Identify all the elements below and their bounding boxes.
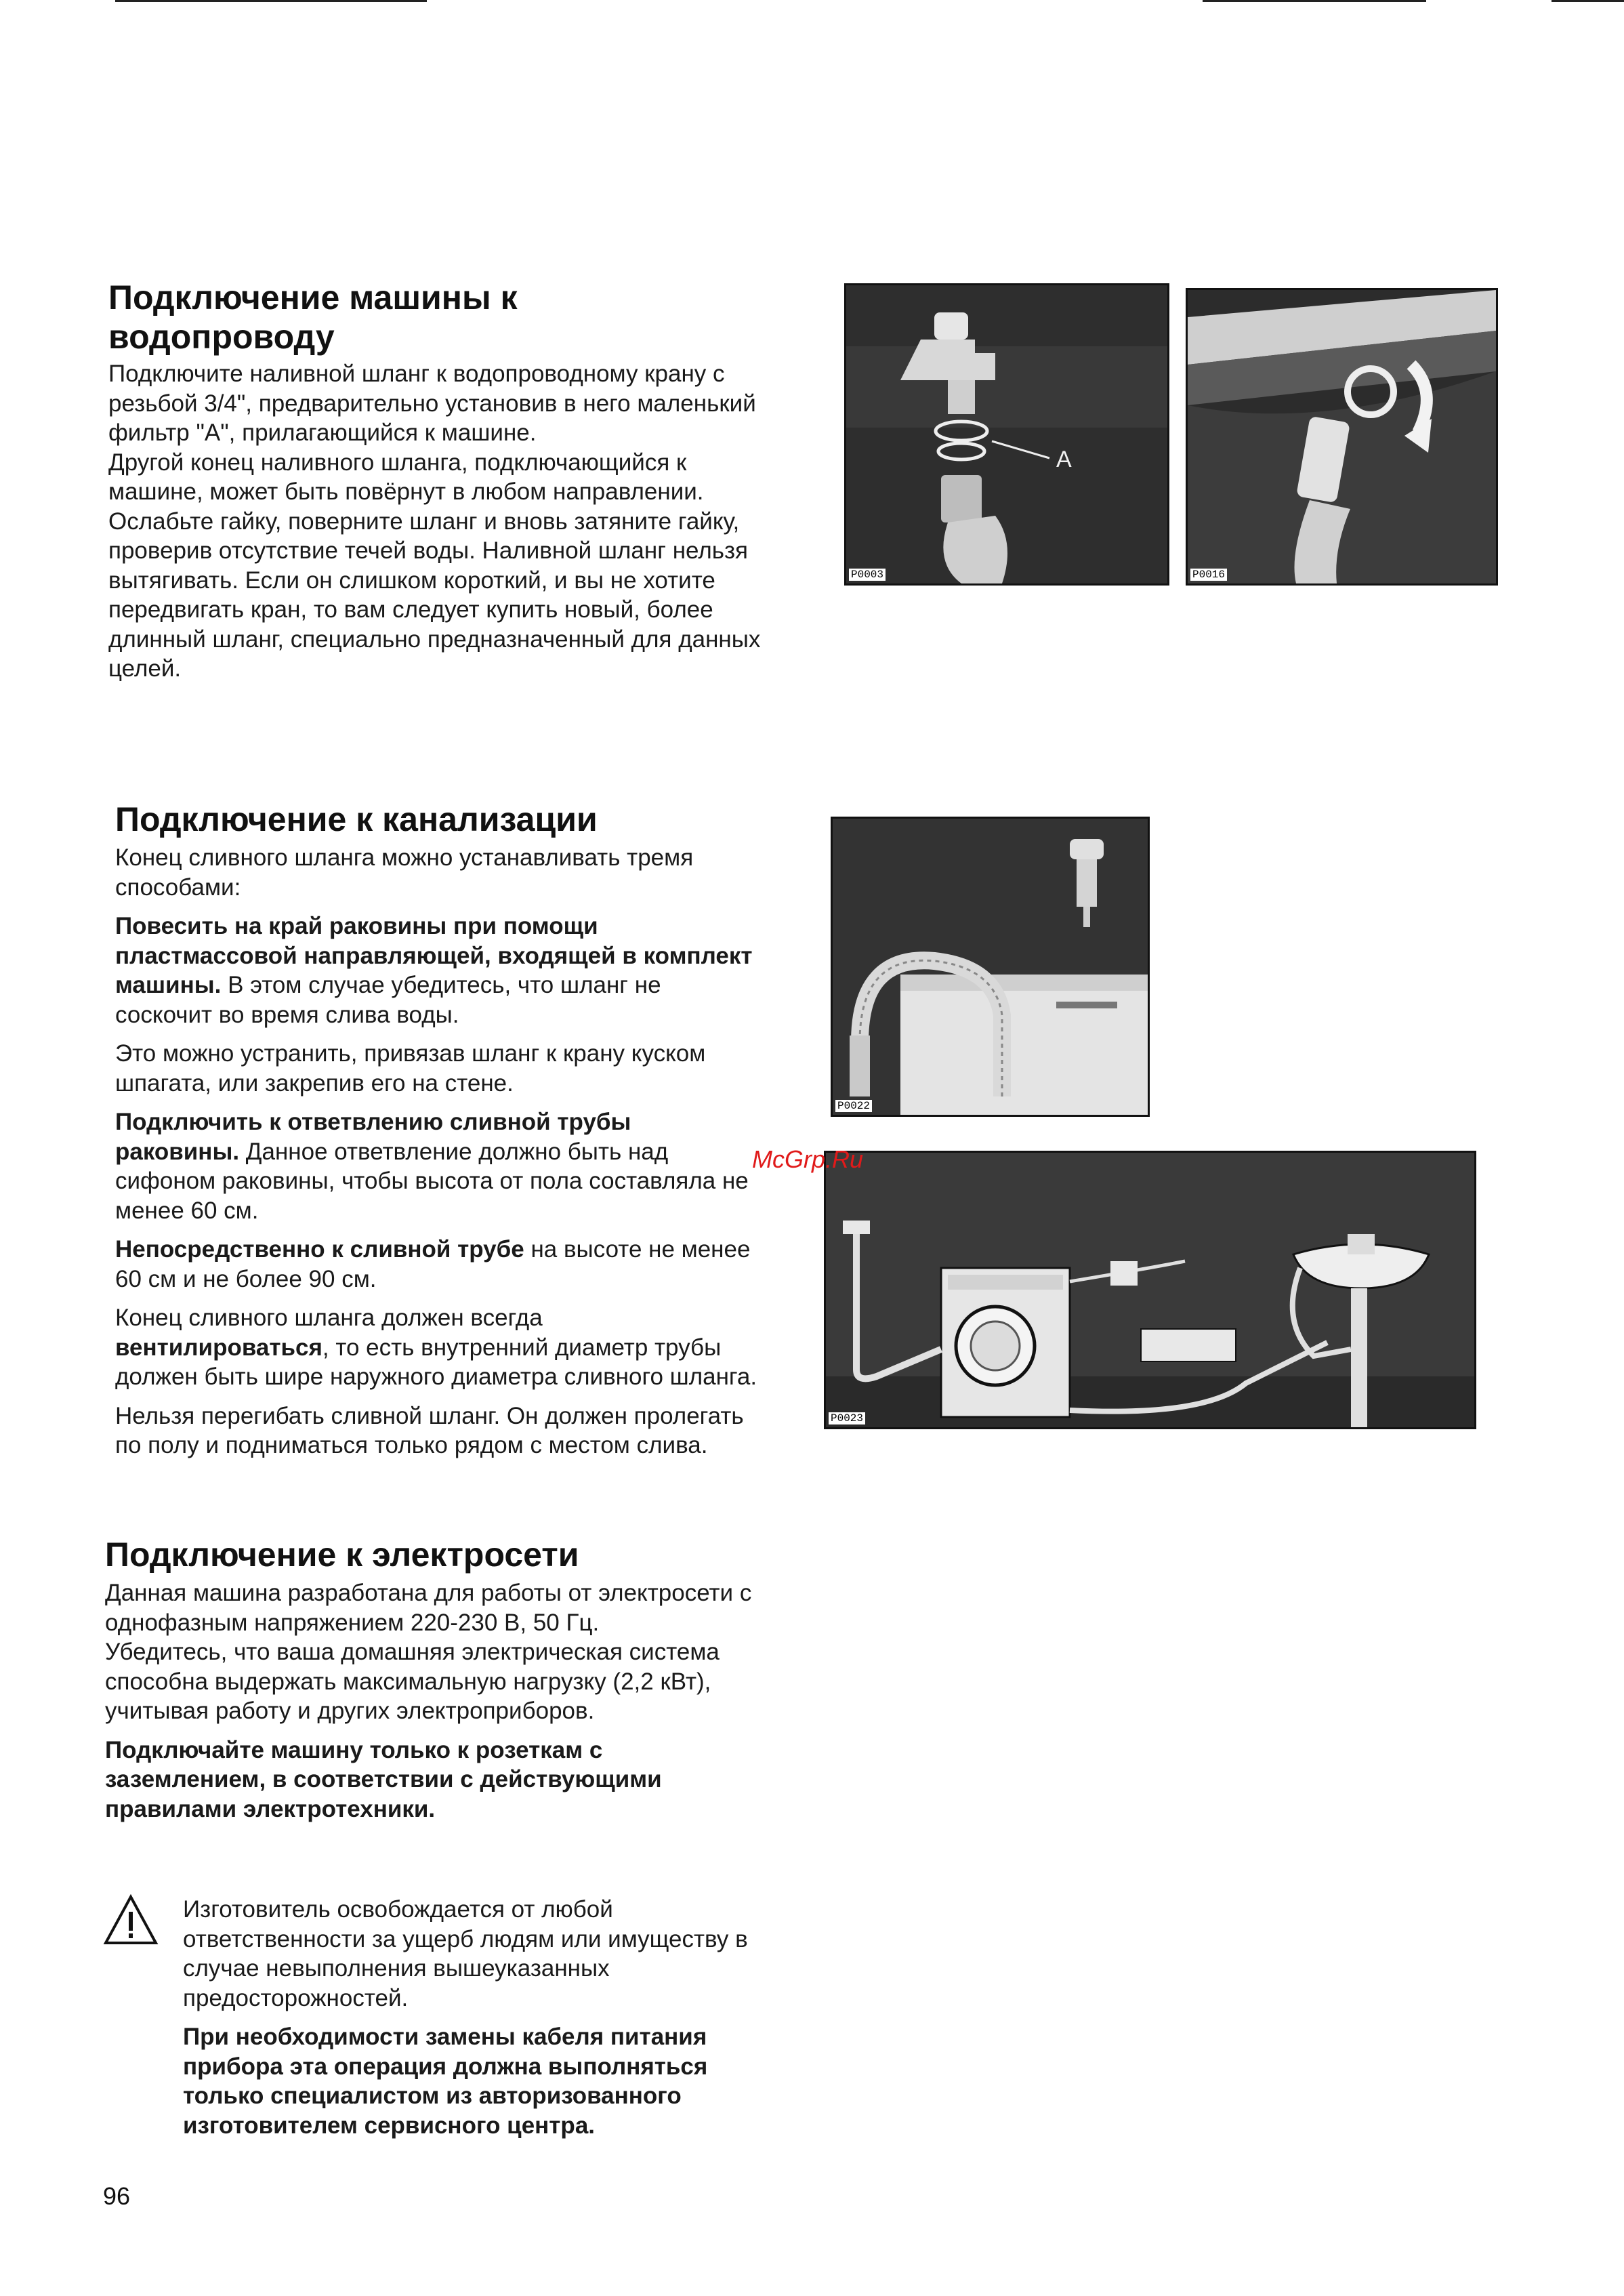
section-power-p2: Убедитесь, что ваша домашняя электрическая система способна выдержать максимальную нагрузку (2,2 кВт), учитывая работу и других электроприборов. <box>105 1639 720 1724</box>
fig1-label-a: A <box>1056 447 1072 472</box>
drain-bend: Нельзя перегибать сливной шланг. Он должен пролегать по полу и подниматься только рядом с местом слива. <box>115 1402 744 1458</box>
page-number: 96 <box>103 2182 131 2210</box>
drain-method-1-text: В этом случае убедитесь, что шланг не соскочит во время слива воды. <box>115 972 661 1028</box>
drain-vent-post: , то есть внутренний диаметр трубы должен быть шире наружного диаметра сливного шланга. <box>115 1334 757 1390</box>
fig3-code: P0022 <box>835 1100 872 1112</box>
drain-method-2 <box>115 1107 759 1225</box>
drain-method-2-bold: Подключить к ответвлению сливной трубы раковины. <box>115 1109 631 1165</box>
section-power-ground-bold: Подключайте машину только к розеткам с заземлением, в соответствии с действующими правилами электротехники. <box>105 1736 662 1822</box>
warning-text: Изготовитель освобождается от любой ответственности за ущерб людям или имуществу в случае невыполнения вышеуказанных предосторожностей. <box>183 1896 748 2011</box>
figure-installation-overview <box>824 1151 1476 1429</box>
section-water-title: Подключение машины к водопроводу <box>108 279 518 356</box>
warning-triangle-icon <box>103 1894 159 1946</box>
fig4-code: P0023 <box>829 1412 865 1424</box>
section-power-p1: Данная машина разработана для работы от электросети с однофазным напряжением 220-230 В, 50 Гц. <box>105 1580 752 1636</box>
section-water-p2: Другой конец наливного шланга, подключающийся к машине, может быть повёрнут в любом направлении. Ослабьте гайку, поверните шланг и вновь затяните гайку, проверив отсутствие течей воды. Наливной шланг нельзя вытягивать. Если он слишком короткий, и вы не хотите передвигать кран, то вам следует купить новый, более длинный шланг, специально предназначенный для данных целей. <box>108 449 761 682</box>
drain-vent-pre: Конец сливного шланга должен всегда <box>115 1305 543 1331</box>
fig1-code: P0003 <box>849 569 886 581</box>
section-drain <box>115 800 759 1470</box>
figure-sink-edge <box>831 817 1150 1117</box>
drain-method-3-bold: Непосредственно к сливной трубе <box>115 1236 524 1263</box>
cable-warning-bold: При необходимости замены кабеля питания прибора эта операция должна выполняться только специалистом из авторизованного изготовителем сервисного центра. <box>183 2024 708 2139</box>
drain-method-2-text: Данное ответвление должно быть над сифоном раковины, чтобы высота от пола составляла не менее 60 см. <box>115 1138 749 1224</box>
top-rule-right <box>1203 0 1426 2</box>
section-water <box>108 278 779 693</box>
cable-warning <box>183 2022 759 2140</box>
section-drain-intro: Конец сливного шланга можно устанавливать тремя способами: <box>115 844 694 901</box>
drain-vent <box>115 1303 759 1392</box>
section-water-p1: Подключите наливной шланг к водопроводному крану с резьбой 3/4", предварительно установив в него маленький фильтр "А", прилагающийся к машине. <box>108 361 756 446</box>
drain-method-3 <box>115 1235 759 1294</box>
drain-method-3-text: на высоте не менее 60 см и не более 90 см. <box>115 1236 751 1292</box>
figure-hose-rotation <box>1186 288 1498 586</box>
top-rule-left <box>115 0 427 2</box>
section-power <box>105 1535 759 1833</box>
section-power-ground <box>105 1736 759 1824</box>
watermark: McGrp.Ru <box>752 1145 864 1173</box>
figure-tap-filter <box>844 283 1169 586</box>
drain-vent-bold: вентилироваться <box>115 1334 322 1361</box>
section-power-title: Подключение к электросети <box>105 1536 579 1574</box>
drain-method-1-bold: Повесить на край раковины при помощи пластмассовой направляющей, входящей в комплект машины. <box>115 913 753 998</box>
fig2-code: P0016 <box>1190 569 1227 581</box>
warning-block <box>183 1895 759 2150</box>
drain-method-1-note: Это можно устранить, привязав шланг к крану куском шпагата, или закрепив его на стене. <box>115 1040 706 1096</box>
section-drain-title: Подключение к канализации <box>115 800 598 838</box>
drain-method-1 <box>115 911 759 1029</box>
top-rule-edge <box>1552 0 1624 2</box>
